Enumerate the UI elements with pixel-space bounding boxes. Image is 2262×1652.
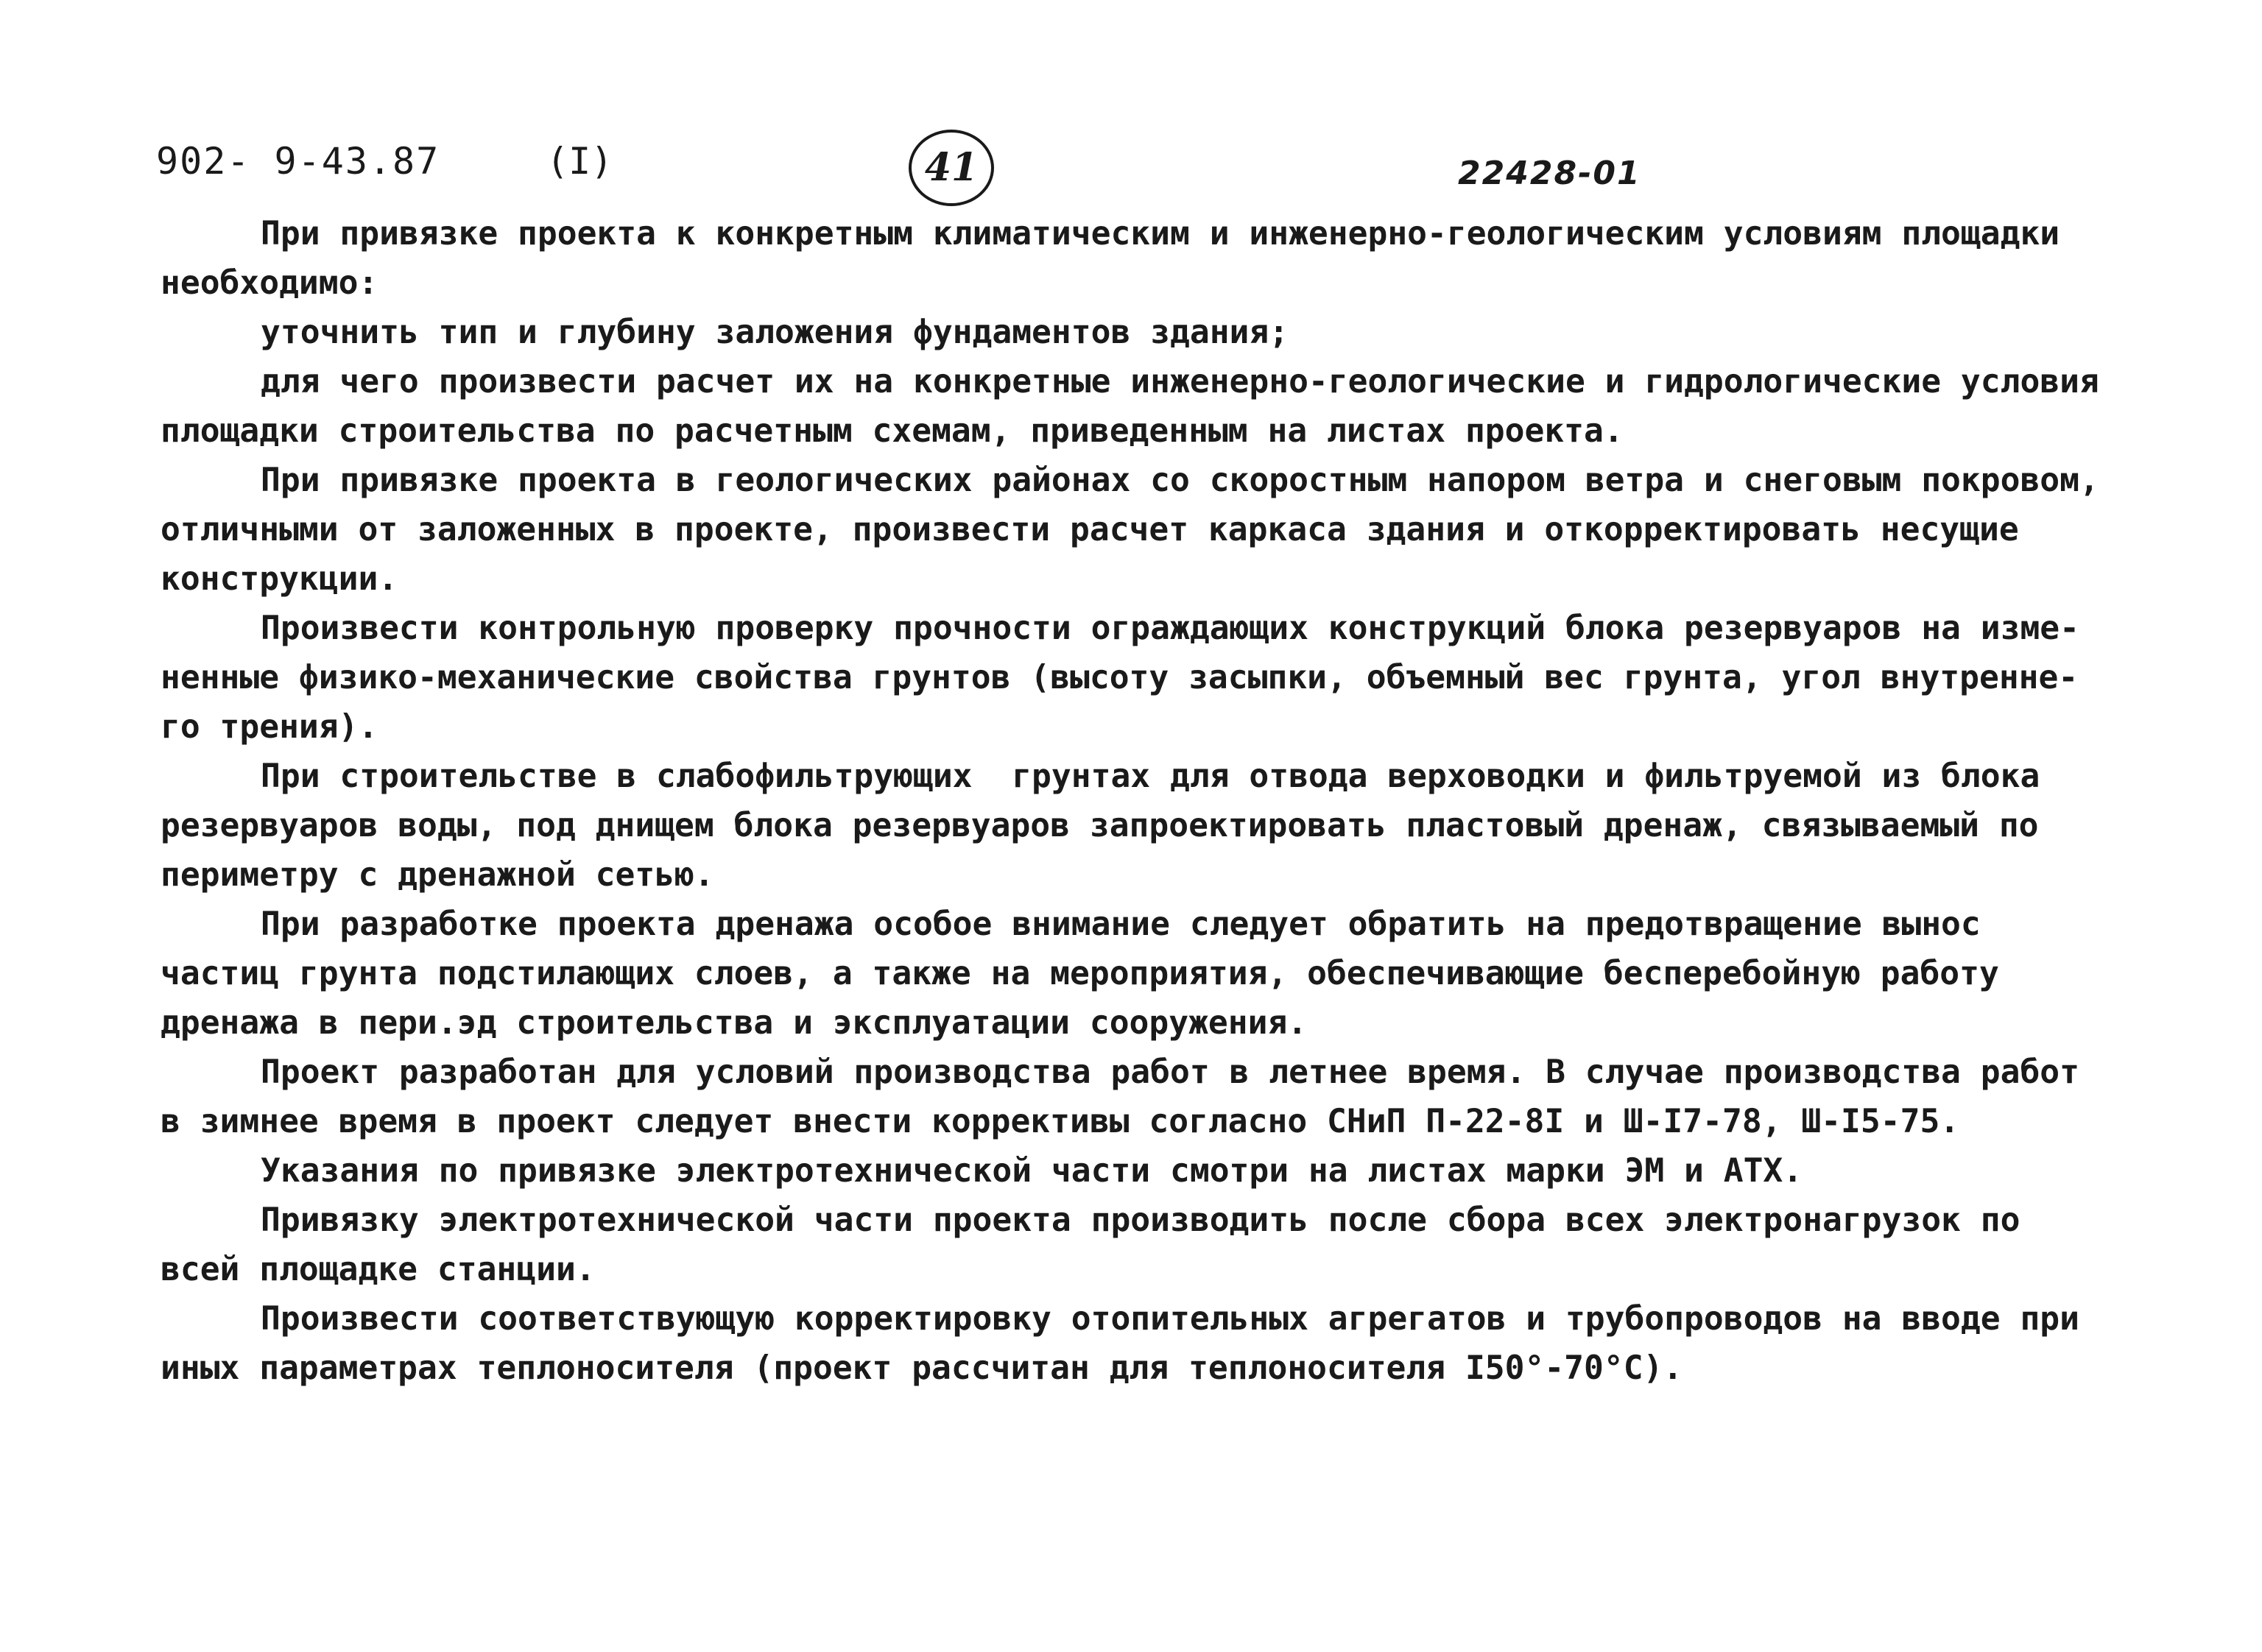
text-line: уточнить тип и глубину заложения фундаментов здания;: [261, 313, 1289, 351]
text-line: Указания по привязке электротехнической части смотри на листах марки ЭМ и АТХ.: [261, 1151, 1803, 1190]
text-line: ненные физико-механические свойства грунтов (высоту засыпки, объемный вес грунта, угол внутренне-: [161, 658, 2079, 696]
text-line: При привязке проекта к конкретным климатическим и инженерно-геологическим условиям площадки: [261, 214, 2060, 253]
text-line: необходимо:: [161, 264, 378, 302]
text-line: При привязке проекта в геологических районах со скоростным напором ветра и снеговым покровом,: [261, 461, 2099, 499]
part-number: (I): [546, 140, 613, 183]
text-line: При строительстве в слабофильтрующих грунтах для отвода верховодки и фильтруемой из блока: [261, 757, 2040, 795]
text-line: Привязку электротехнической части проекта производить после сбора всех электронагрузок по: [261, 1201, 2020, 1239]
text-line: конструкции.: [161, 560, 398, 598]
text-line: периметру с дренажной сетью.: [161, 855, 714, 894]
text-line: Произвести контрольную проверку прочности ограждающих конструкций блока резервуаров на изме-: [261, 609, 2079, 647]
text-line: частиц грунта подстилающих слоев, а также на мероприятия, обеспечивающие бесперебойную работу: [161, 954, 1999, 992]
document-code: 902- 9-43.87: [156, 140, 440, 183]
text-line: Произвести соответствующую корректировку отопительных агрегатов и трубопроводов на вводе при: [261, 1299, 2079, 1338]
text-line: для чего произвести расчет их на конкретные инженерно-геологические и гидрологические условия: [261, 362, 2099, 400]
text-line: резервуаров воды, под днищем блока резервуаров запроектировать пластовый дренаж, связываемый по: [161, 806, 2039, 844]
text-line: всей площадке станции.: [161, 1250, 596, 1288]
text-line: дренажа в пери.эд строительства и эксплуатации сооружения.: [161, 1003, 1308, 1042]
text-line: Проект разработан для условий производства работ в летнее время. В случае производства работ: [261, 1053, 2079, 1091]
text-line: го трения).: [161, 707, 378, 746]
page-number-circle: 41: [909, 130, 994, 206]
archive-number: 22428-01: [1458, 155, 1641, 192]
body-text: [161, 209, 2149, 1393]
text-line: площадки строительства по расчетным схемам, приведенным на листах проекта.: [161, 412, 1624, 450]
text-line: в зимнее время в проект следует внести коррективы согласно СНиП П-22-8I и Ш-I7-78, Ш-I5-75.: [161, 1102, 1960, 1140]
text-line: отличными от заложенных в проекте, произвести расчет каркаса здания и откорректировать несущие: [161, 510, 2019, 548]
text-line: иных параметрах теплоносителя (проект рассчитан для теплоносителя I50°-70°С).: [161, 1349, 1683, 1387]
text-line: При разработке проекта дренажа особое внимание следует обратить на предотвращение вынос: [261, 905, 1981, 943]
